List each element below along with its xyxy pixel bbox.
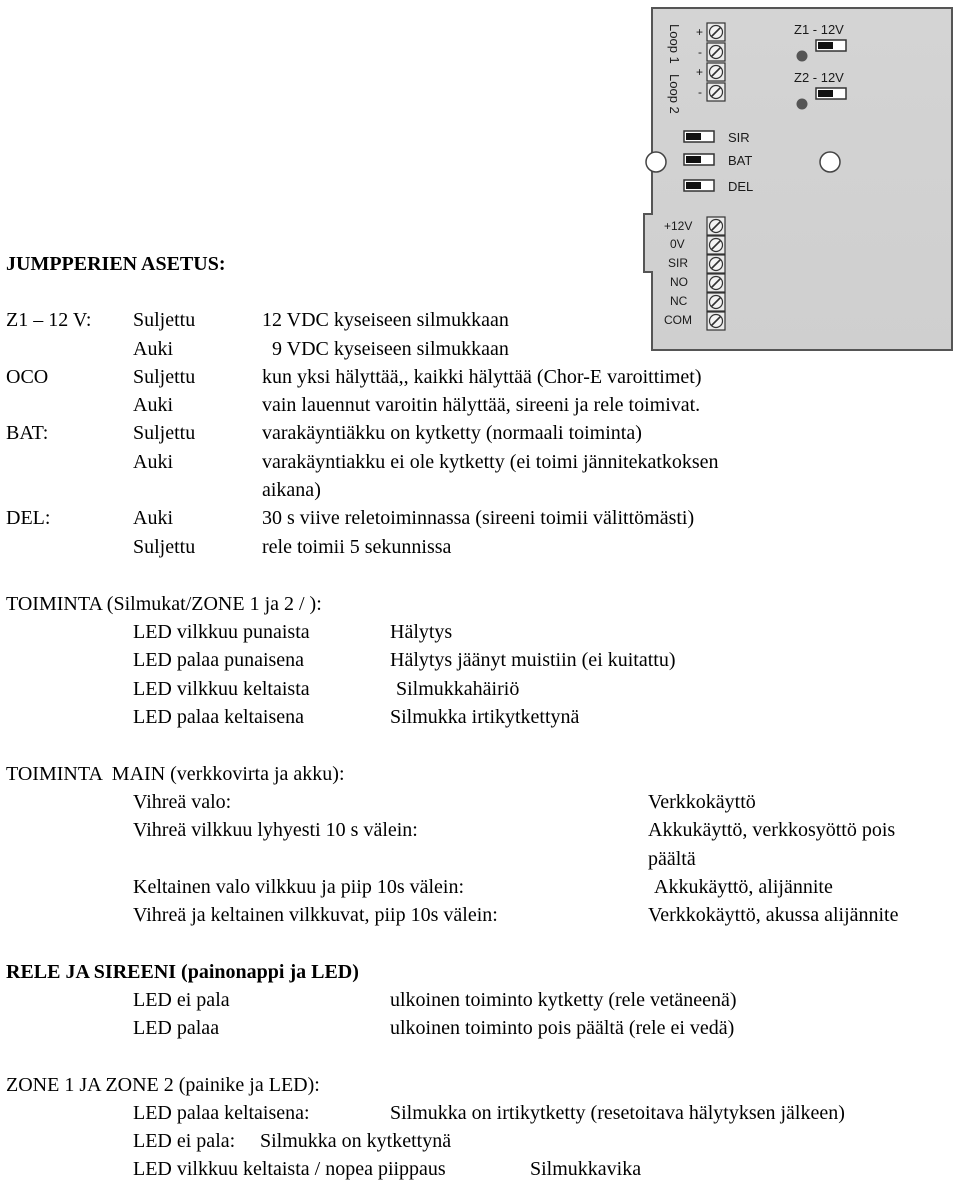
terminal-label: COM — [664, 313, 692, 327]
screw-terminal — [707, 293, 725, 311]
bat-jumper-label: BAT — [728, 153, 753, 168]
relay-siren-heading: RELE JA SIREENI (painonappi ja LED) — [6, 961, 359, 983]
terminal-label: 0V — [670, 237, 685, 251]
relay-siren-meaning: ulkoinen toiminto kytketty (rele vetäneenä) — [390, 989, 737, 1011]
z1-jumper — [816, 40, 846, 51]
screw-terminal — [707, 274, 725, 292]
zone-operation-heading: TOIMINTA (Silmukat/ZONE 1 ja 2 / ): — [6, 593, 322, 615]
jumper-row-state: Suljettu — [133, 422, 196, 444]
jumper-row-desc: varakäyntiakku ei ole kytketty (ei toimi jännitekatkoksen — [262, 451, 719, 473]
jumper-row-desc: aikana) — [262, 479, 321, 501]
zone-buttons-meaning: Silmukka on kytkettynä — [260, 1130, 452, 1152]
jumper-row-desc: 30 s viive reletoiminnassa (sireeni toimii välittömästi) — [262, 507, 695, 529]
jumper-row-desc: vain lauennut varoitin hälyttää, sireeni ja rele toimivat. — [262, 394, 701, 416]
screw-terminal — [707, 312, 725, 330]
terminal-label: NC — [670, 294, 688, 308]
del-jumper — [684, 180, 714, 191]
main-operation-heading: TOIMINTA MAIN (verkkovirta ja akku): — [6, 763, 345, 785]
z2-jumper-label: Z2 - 12V — [794, 70, 844, 85]
screw-terminal — [707, 255, 725, 273]
mounting-hole — [646, 152, 666, 172]
loop-term-mark: - — [698, 85, 702, 99]
jumper-row-label: BAT: — [6, 422, 49, 444]
screw-terminal — [707, 63, 725, 81]
jumper-row-label: OCO — [6, 366, 49, 388]
loop-term-mark: + — [696, 25, 704, 39]
jumper-row-state: Auki — [133, 338, 173, 360]
zone-buttons-meaning: Silmukkavika — [530, 1158, 642, 1180]
terminal-label: SIR — [668, 256, 689, 270]
main-operation-meaning: Verkkokäyttö — [648, 791, 756, 813]
led-dot — [797, 99, 808, 110]
main-operation-meaning: Akkukäyttö, alijännite — [654, 876, 833, 898]
terminal-label: NO — [670, 275, 688, 289]
jumper-row-state: Suljettu — [133, 536, 196, 558]
loop2-label: Loop 2 — [667, 74, 682, 114]
jumper-row-desc: varakäyntiäkku on kytketty (normaali toiminta) — [262, 422, 642, 444]
screw-terminal — [707, 217, 725, 235]
zone-buttons-led: LED ei pala: — [133, 1130, 236, 1152]
del-jumper-label: DEL — [728, 179, 754, 194]
main-operation-meaning: päältä — [648, 848, 696, 870]
screw-terminal — [707, 236, 725, 254]
zone-operation-meaning: Silmukka irtikytkettynä — [390, 706, 580, 728]
main-operation-led: Vihreä valo: — [133, 791, 232, 813]
jumper-row-desc: 9 VDC kyseiseen silmukkaan — [272, 338, 509, 360]
jumper-row-state: Auki — [133, 507, 173, 529]
zone-operation-led: LED palaa punaisena — [133, 649, 305, 671]
main-operation-led: Vihreä ja keltainen vilkkuvat, piip 10s välein: — [133, 904, 498, 926]
screw-terminal — [707, 23, 725, 41]
terminal-label: +12V — [664, 219, 693, 233]
main-operation-led: Vihreä vilkkuu lyhyesti 10 s välein: — [133, 819, 418, 841]
jumper-row-state: Suljettu — [133, 309, 196, 331]
screw-terminal — [707, 43, 725, 61]
zone-operation-meaning: Hälytys jäänyt muistiin (ei kuitattu) — [390, 649, 676, 671]
jumper-row-state: Suljettu — [133, 366, 196, 388]
screw-terminal — [707, 83, 725, 101]
jumper-row-desc: kun yksi hälyttää,, kaikki hälyttää (Chor-E varoittimet) — [262, 366, 702, 388]
jumper-row-desc: rele toimii 5 sekunnissa — [262, 536, 452, 558]
zone-buttons-led: LED palaa keltaisena: — [133, 1102, 310, 1124]
mounting-hole — [820, 152, 840, 172]
main-operation-meaning: Verkkokäyttö, akussa alijännite — [648, 904, 899, 926]
jumper-row-label: Z1 – 12 V: — [6, 309, 92, 331]
circuit-board-diagram — [640, 4, 956, 356]
jumper-row-state: Auki — [133, 394, 173, 416]
main-operation-led: Keltainen valo vilkkuu ja piip 10s välein: — [133, 876, 465, 898]
sir-jumper-label: SIR — [728, 130, 750, 145]
relay-siren-led: LED palaa — [133, 1017, 220, 1039]
jumper-row-state: Auki — [133, 451, 173, 473]
relay-siren-meaning: ulkoinen toiminto pois päältä (rele ei vedä) — [390, 1017, 735, 1039]
zone-operation-meaning: Silmukkahäiriö — [396, 678, 520, 700]
zone-buttons-led: LED vilkkuu keltaista / nopea piippaus — [133, 1158, 446, 1180]
jumper-settings-heading: JUMPPERIEN ASETUS: — [6, 253, 226, 275]
jumper-row-desc: 12 VDC kyseiseen silmukkaan — [262, 309, 509, 331]
zone-operation-led: LED vilkkuu keltaista — [133, 678, 310, 700]
zone-buttons-heading: ZONE 1 JA ZONE 2 (painike ja LED): — [6, 1074, 320, 1096]
jumper-row-label: DEL: — [6, 507, 51, 529]
sir-jumper — [684, 131, 714, 142]
main-operation-meaning: Akkukäyttö, verkkosyöttö pois — [648, 819, 896, 841]
relay-siren-led: LED ei pala — [133, 989, 230, 1011]
zone-operation-meaning: Hälytys — [390, 621, 453, 643]
led-dot — [797, 51, 808, 62]
loop-term-mark: - — [698, 45, 702, 59]
bat-jumper — [684, 154, 714, 165]
zone-operation-led: LED palaa keltaisena — [133, 706, 305, 728]
z1-jumper-label: Z1 - 12V — [794, 22, 844, 37]
zone-buttons-meaning: Silmukka on irtikytketty (resetoitava hälytyksen jälkeen) — [390, 1102, 845, 1124]
zone-operation-led: LED vilkkuu punaista — [133, 621, 310, 643]
loop1-label: Loop 1 — [667, 24, 682, 64]
z2-jumper — [816, 88, 846, 99]
loop-term-mark: + — [696, 65, 704, 79]
